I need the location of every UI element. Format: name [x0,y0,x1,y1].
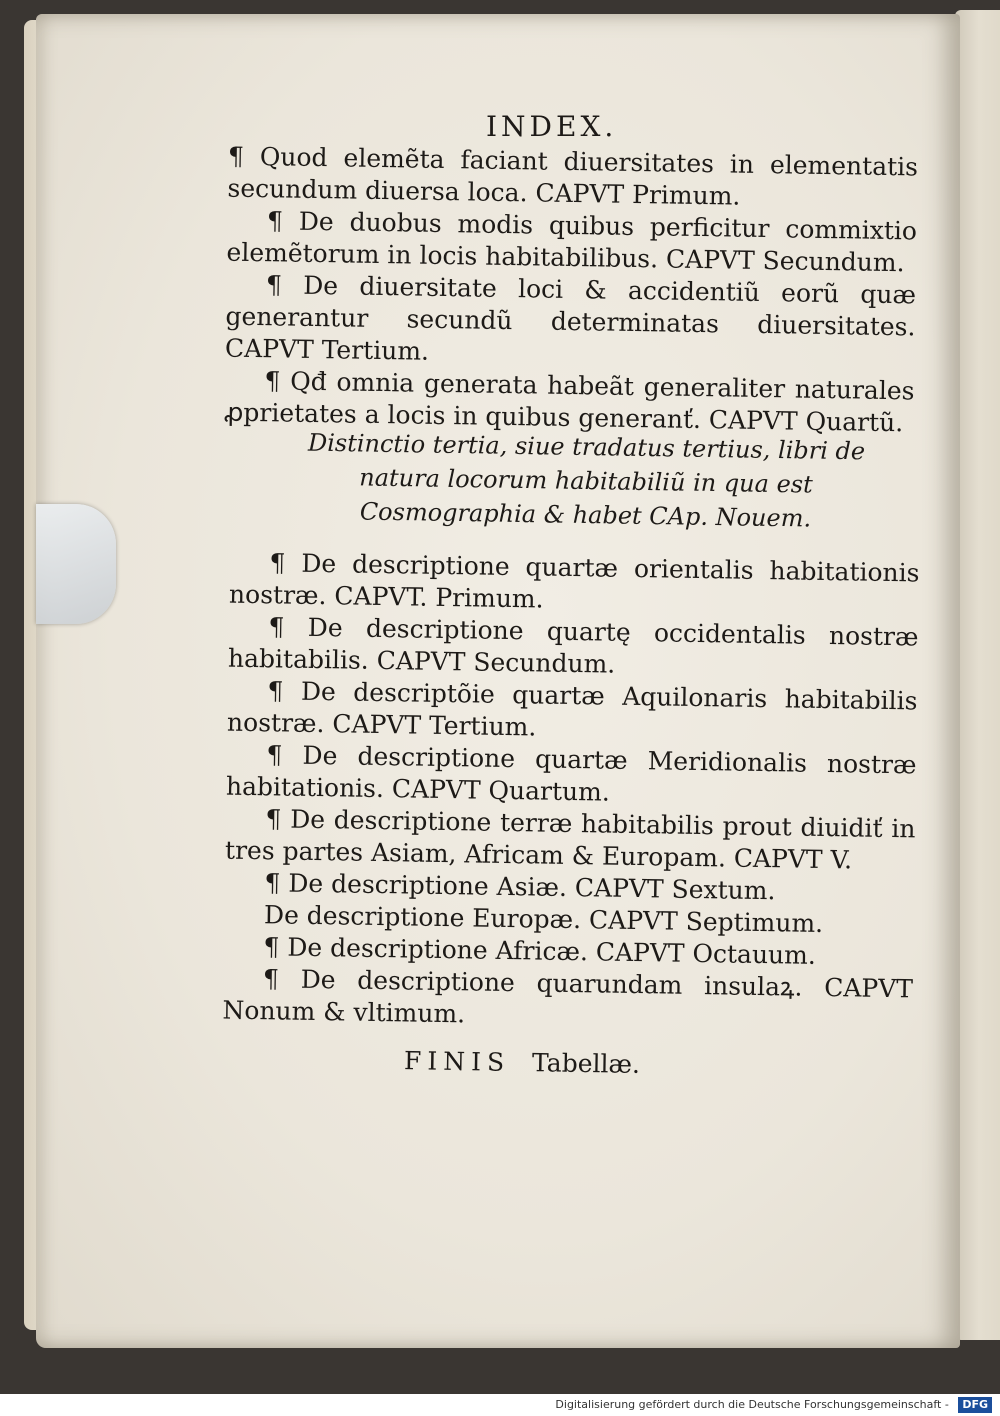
page-clip [36,504,116,624]
entry-top-3: ¶ De diuersitate loci & accidentiũ eorũ quæ generantur secundũ determinatas diuersitates. CAPVT Tertium. [224,270,917,366]
facing-page-edge [955,10,1000,1340]
finis-word: FINIS [403,1046,511,1077]
entry-bottom-1: ¶ De descriptione quartæ orientalis habitationis nostræ. CAPVT. Primum. [228,548,920,614]
entry-bottom-4: ¶ De descriptione quartæ Meridionalis nostræ habitationis. CAPVT Quartum. [225,740,917,807]
entry-bottom-7: De descriptione Europæ. CAPVT Septimum. [263,900,824,938]
funding-credit: Digitalisierung gefördert durch die Deutsche Forschungsgemeinschaft - [555,1398,949,1411]
tabellae-word: Tabellæ. [531,1048,641,1079]
digitization-footer [0,1394,1000,1416]
entry-bottom-3: ¶ De descriptõie quartæ Aquilonaris habitabilis nostræ. CAPVT Tertium. [226,676,918,742]
document-page [36,14,960,1348]
entries-bottom [222,547,919,1038]
dfg-logo: DFG [958,1397,992,1413]
entry-top-4: ¶ Qđ omnia generata habeãt generaliter naturales ꝓprietates a locis in quibus generanť. CAPVT Quartũ. [223,366,915,438]
distinction-heading: Distinctio tertia, siue tradatus tertius, libri de natura locorum habitabiliũ in qua est Cosmographia & habet CAp. Nouem. [307,428,866,533]
index-heading: INDEX. [486,110,618,143]
entry-top-1: ¶ Quod elemẽta faciant diuersitates in elementatis secundum diuersa loca. CAPVT Primum. [227,141,919,211]
entry-bottom-8: ¶ De descriptione Africæ. CAPVT Octauum. [263,932,817,970]
entry-bottom-6: ¶ De descriptione Asiæ. CAPVT Sextum. [264,868,776,906]
finis-line [404,1046,640,1079]
entry-bottom-9: ¶ De descriptione quarundam insulaꝝ. CAPVT Nonum & vltimum. [222,964,914,1029]
entries-top [224,141,918,440]
entry-bottom-2: ¶ De descriptione quartę occidentalis nostræ habitabilis. CAPVT Secundum. [227,612,919,679]
entry-bottom-5: ¶ De descriptione terræ habitabilis prout diuidiť in tres partes Asiam, Africam & Europam. CAPVT V. [224,804,916,875]
entry-top-2: ¶ De duobus modis quibus perficitur commixtio elemẽtorum in locis habitabilibus. CAPVT Secundum. [226,206,918,278]
